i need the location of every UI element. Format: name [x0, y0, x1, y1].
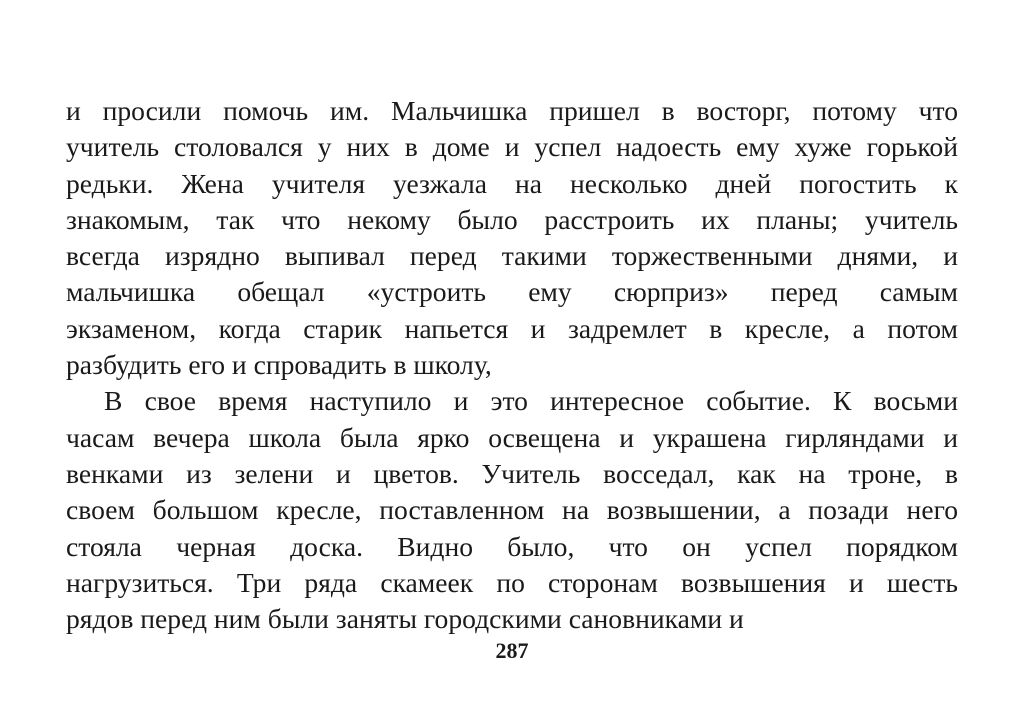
text-line: венками из зелени и цветов. Учитель восседал, как на троне, в [66, 457, 958, 489]
text-line: часам вечера школа была ярко освещена и украшена гирляндами и [66, 421, 958, 453]
text-line: разбудить его и спровадить в школу, [66, 349, 492, 381]
text-line: редьки. Жена учителя уезжала на несколько дней погостить к [66, 167, 958, 199]
text-line: экзаменом, когда старик напьется и задремлет в кресле, а потом [66, 312, 958, 344]
text-line: и просили помочь им. Мальчишка пришел в восторг, потому что [66, 95, 958, 126]
paragraph [66, 383, 958, 637]
page-number: 287 [495, 638, 529, 663]
text-line: учитель столовался у них в доме и успел надоесть ему хуже горькой [66, 131, 958, 163]
text-line: знакомым, так что некому было расстроить их планы; учитель [66, 203, 958, 235]
text-line: нагрузиться. Три ряда скамеек по сторонам возвышения и шесть [66, 566, 958, 598]
text-line: всегда изрядно выпивал перед такими торжественными днями, и [66, 240, 958, 272]
text-line: В свое время наступило и это интересное событие. К восьми [104, 385, 958, 417]
text-line: стояла черная доска. Видно было, что он успел порядком [66, 530, 958, 562]
book-page-text [66, 93, 958, 637]
paragraph [66, 93, 958, 383]
text-line: своем большом кресле, поставленном на возвышении, а позади него [66, 494, 958, 526]
text-line: мальчишка обещал «устроить ему сюрприз» перед самым [66, 276, 958, 308]
text-line: рядов перед ним были заняты городскими сановниками и [66, 603, 744, 635]
